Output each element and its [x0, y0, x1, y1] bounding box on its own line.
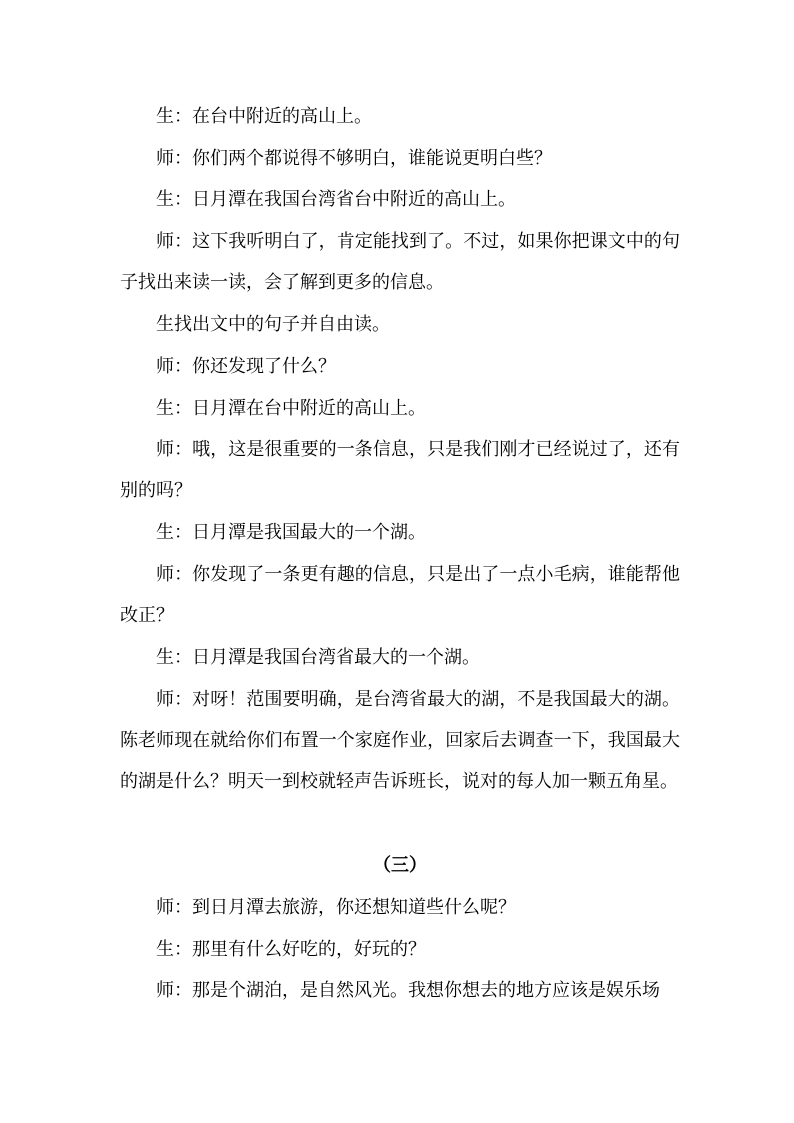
section-heading: （三）: [373, 855, 427, 876]
paragraph-7: 生：日月潭在台中附近的高山上。: [156, 398, 426, 419]
paragraph-14: 生：那里有什么好吃的，好玩的？: [156, 939, 426, 960]
paragraph-8: 师：哦，这是很重要的一条信息，只是我们刚才已经说过了，还有别的吗？: [120, 439, 680, 501]
paragraph-10: 师：你发现了一条更有趣的信息，只是出了一点小毛病，谁能帮他改正？: [120, 564, 680, 626]
paragraph-2: 师：你们两个都说得不够明白，谁能说更明白些？: [156, 148, 552, 169]
paragraph-9: 生：日月潭是我国最大的一个湖。: [156, 522, 426, 543]
paragraph-6: 师：你还发现了什么？: [156, 356, 336, 377]
paragraph-15: 师：那是个湖泊，是自然风光。我想你想去的地方应该是娱乐场: [156, 980, 660, 1001]
paragraph-12: 师：对呀！范围要明确，是台湾省最大的湖，不是我国最大的湖。陈老师现在就给你们布置一个家庭作业，回家后去调查一下，我国最大的湖是什么？明天一到校就轻声告诉班长，说对的每人加一颗五角星。: [120, 689, 680, 792]
paragraph-11: 生：日月潭是我国台湾省最大的一个湖。: [156, 647, 480, 668]
paragraph-3: 生：日月潭在我国台湾省台中附近的高山上。: [156, 189, 516, 210]
paragraph-13: 师：到日月潭去旅游，你还想知道些什么呢？: [156, 897, 516, 918]
paragraph-5: 生找出文中的句子并自由读。: [156, 314, 390, 335]
paragraph-1: 生：在台中附近的高山上。: [156, 106, 372, 127]
paragraph-4: 师：这下我听明白了，肯定能找到了。不过，如果你把课文中的句子找出来读一读，会了解到更多的信息。: [120, 231, 680, 293]
